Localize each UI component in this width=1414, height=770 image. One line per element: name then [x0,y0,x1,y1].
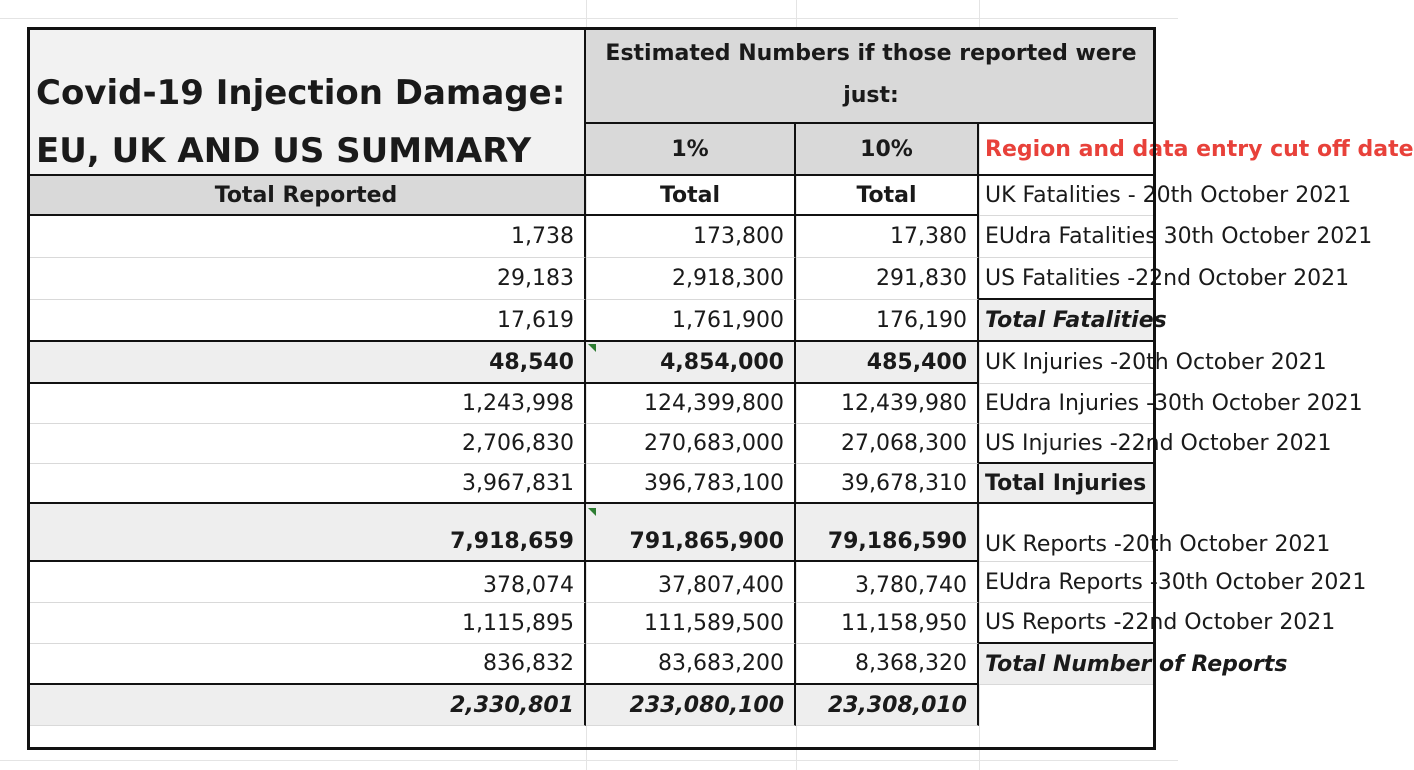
gridline [0,760,1178,761]
estimate-10-cell[interactable]: 11,158,950 [796,603,979,644]
row-label[interactable]: EUdra Injuries -30th October 2021 [979,384,1156,424]
total-reports-10[interactable]: 23,308,010 [796,685,979,726]
estimate-10-cell[interactable]: 176,190 [796,300,979,342]
total-10-header[interactable]: Total [796,176,979,216]
total-fatalities-label[interactable]: Total Fatalities [979,300,1156,342]
total-reports-reported[interactable]: 2,330,801 [28,685,586,726]
reported-cell[interactable]: 17,619 [28,300,586,342]
estimate-1-cell[interactable]: 37,807,400 [586,562,796,603]
row-label[interactable]: UK Reports -20th October 2021 [979,504,1156,562]
estimate-header[interactable]: Estimated Numbers if those reported were just: [586,28,1156,124]
estimate-1-cell[interactable]: 173,800 [586,216,796,258]
row-label[interactable]: US Fatalities -22nd October 2021 [979,258,1156,300]
sheet-title[interactable]: Covid-19 Injection Damage: EU, UK AND US SUMMARY [28,28,586,176]
reported-cell[interactable]: 1,738 [28,216,586,258]
estimate-10-cell[interactable]: 39,678,310 [796,464,979,504]
row-label[interactable]: EUdra Fatalities 30th October 2021 [979,216,1156,258]
reported-cell[interactable]: 1,115,895 [28,603,586,644]
row-label[interactable]: UK Fatalities - 20th October 2021 [979,176,1156,216]
estimate-10-cell[interactable]: 291,830 [796,258,979,300]
estimate-10-cell[interactable]: 17,380 [796,216,979,258]
reported-cell[interactable]: 29,183 [28,258,586,300]
row-label[interactable]: US Injuries -22nd October 2021 [979,424,1156,464]
estimate-1-cell[interactable]: 2,918,300 [586,258,796,300]
reported-cell[interactable]: 3,967,831 [28,464,586,504]
total-reports-label[interactable]: Total Number of Reports [979,644,1156,685]
total-reports-1[interactable]: 233,080,100 [586,685,796,726]
reported-cell[interactable]: 378,074 [28,562,586,603]
estimate-10-cell[interactable]: 3,780,740 [796,562,979,603]
total-injuries-reported[interactable]: 7,918,659 [28,504,586,562]
region-header[interactable]: Region and data entry cut off date [979,124,1156,176]
percent-header-1[interactable]: 1% [586,124,796,176]
estimate-1-cell[interactable]: 124,399,800 [586,384,796,424]
row-label[interactable]: US Reports -22nd October 2021 [979,603,1156,644]
row-label[interactable]: EUdra Reports -30th October 2021 [979,562,1156,603]
reported-cell[interactable]: 836,832 [28,644,586,685]
estimate-10-cell[interactable]: 12,439,980 [796,384,979,424]
gridline [0,18,1178,19]
row-label[interactable]: UK Injuries -20th October 2021 [979,342,1156,384]
estimate-1-cell[interactable]: 396,783,100 [586,464,796,504]
excel-error-indicator-icon [588,508,596,516]
estimate-1-cell[interactable]: 111,589,500 [586,603,796,644]
estimate-10-cell[interactable]: 27,068,300 [796,424,979,464]
total-reported-header[interactable]: Total Reported [28,176,586,216]
estimate-1-cell[interactable]: 270,683,000 [586,424,796,464]
percent-header-10[interactable]: 10% [796,124,979,176]
excel-error-indicator-icon [588,344,596,352]
estimate-10-cell[interactable]: 8,368,320 [796,644,979,685]
total-injuries-10[interactable]: 79,186,590 [796,504,979,562]
total-fatalities-10[interactable]: 485,400 [796,342,979,384]
reported-cell[interactable]: 1,243,998 [28,384,586,424]
estimate-1-cell[interactable]: 83,683,200 [586,644,796,685]
total-injuries-1[interactable]: 791,865,900 [586,504,796,562]
estimate-1-cell[interactable]: 1,761,900 [586,300,796,342]
total-fatalities-1[interactable]: 4,854,000 [586,342,796,384]
reported-cell[interactable]: 2,706,830 [28,424,586,464]
total-injuries-label[interactable]: Total Injuries [979,464,1156,504]
total-fatalities-reported[interactable]: 48,540 [28,342,586,384]
total-1-header[interactable]: Total [586,176,796,216]
summary-table [28,28,1414,750]
